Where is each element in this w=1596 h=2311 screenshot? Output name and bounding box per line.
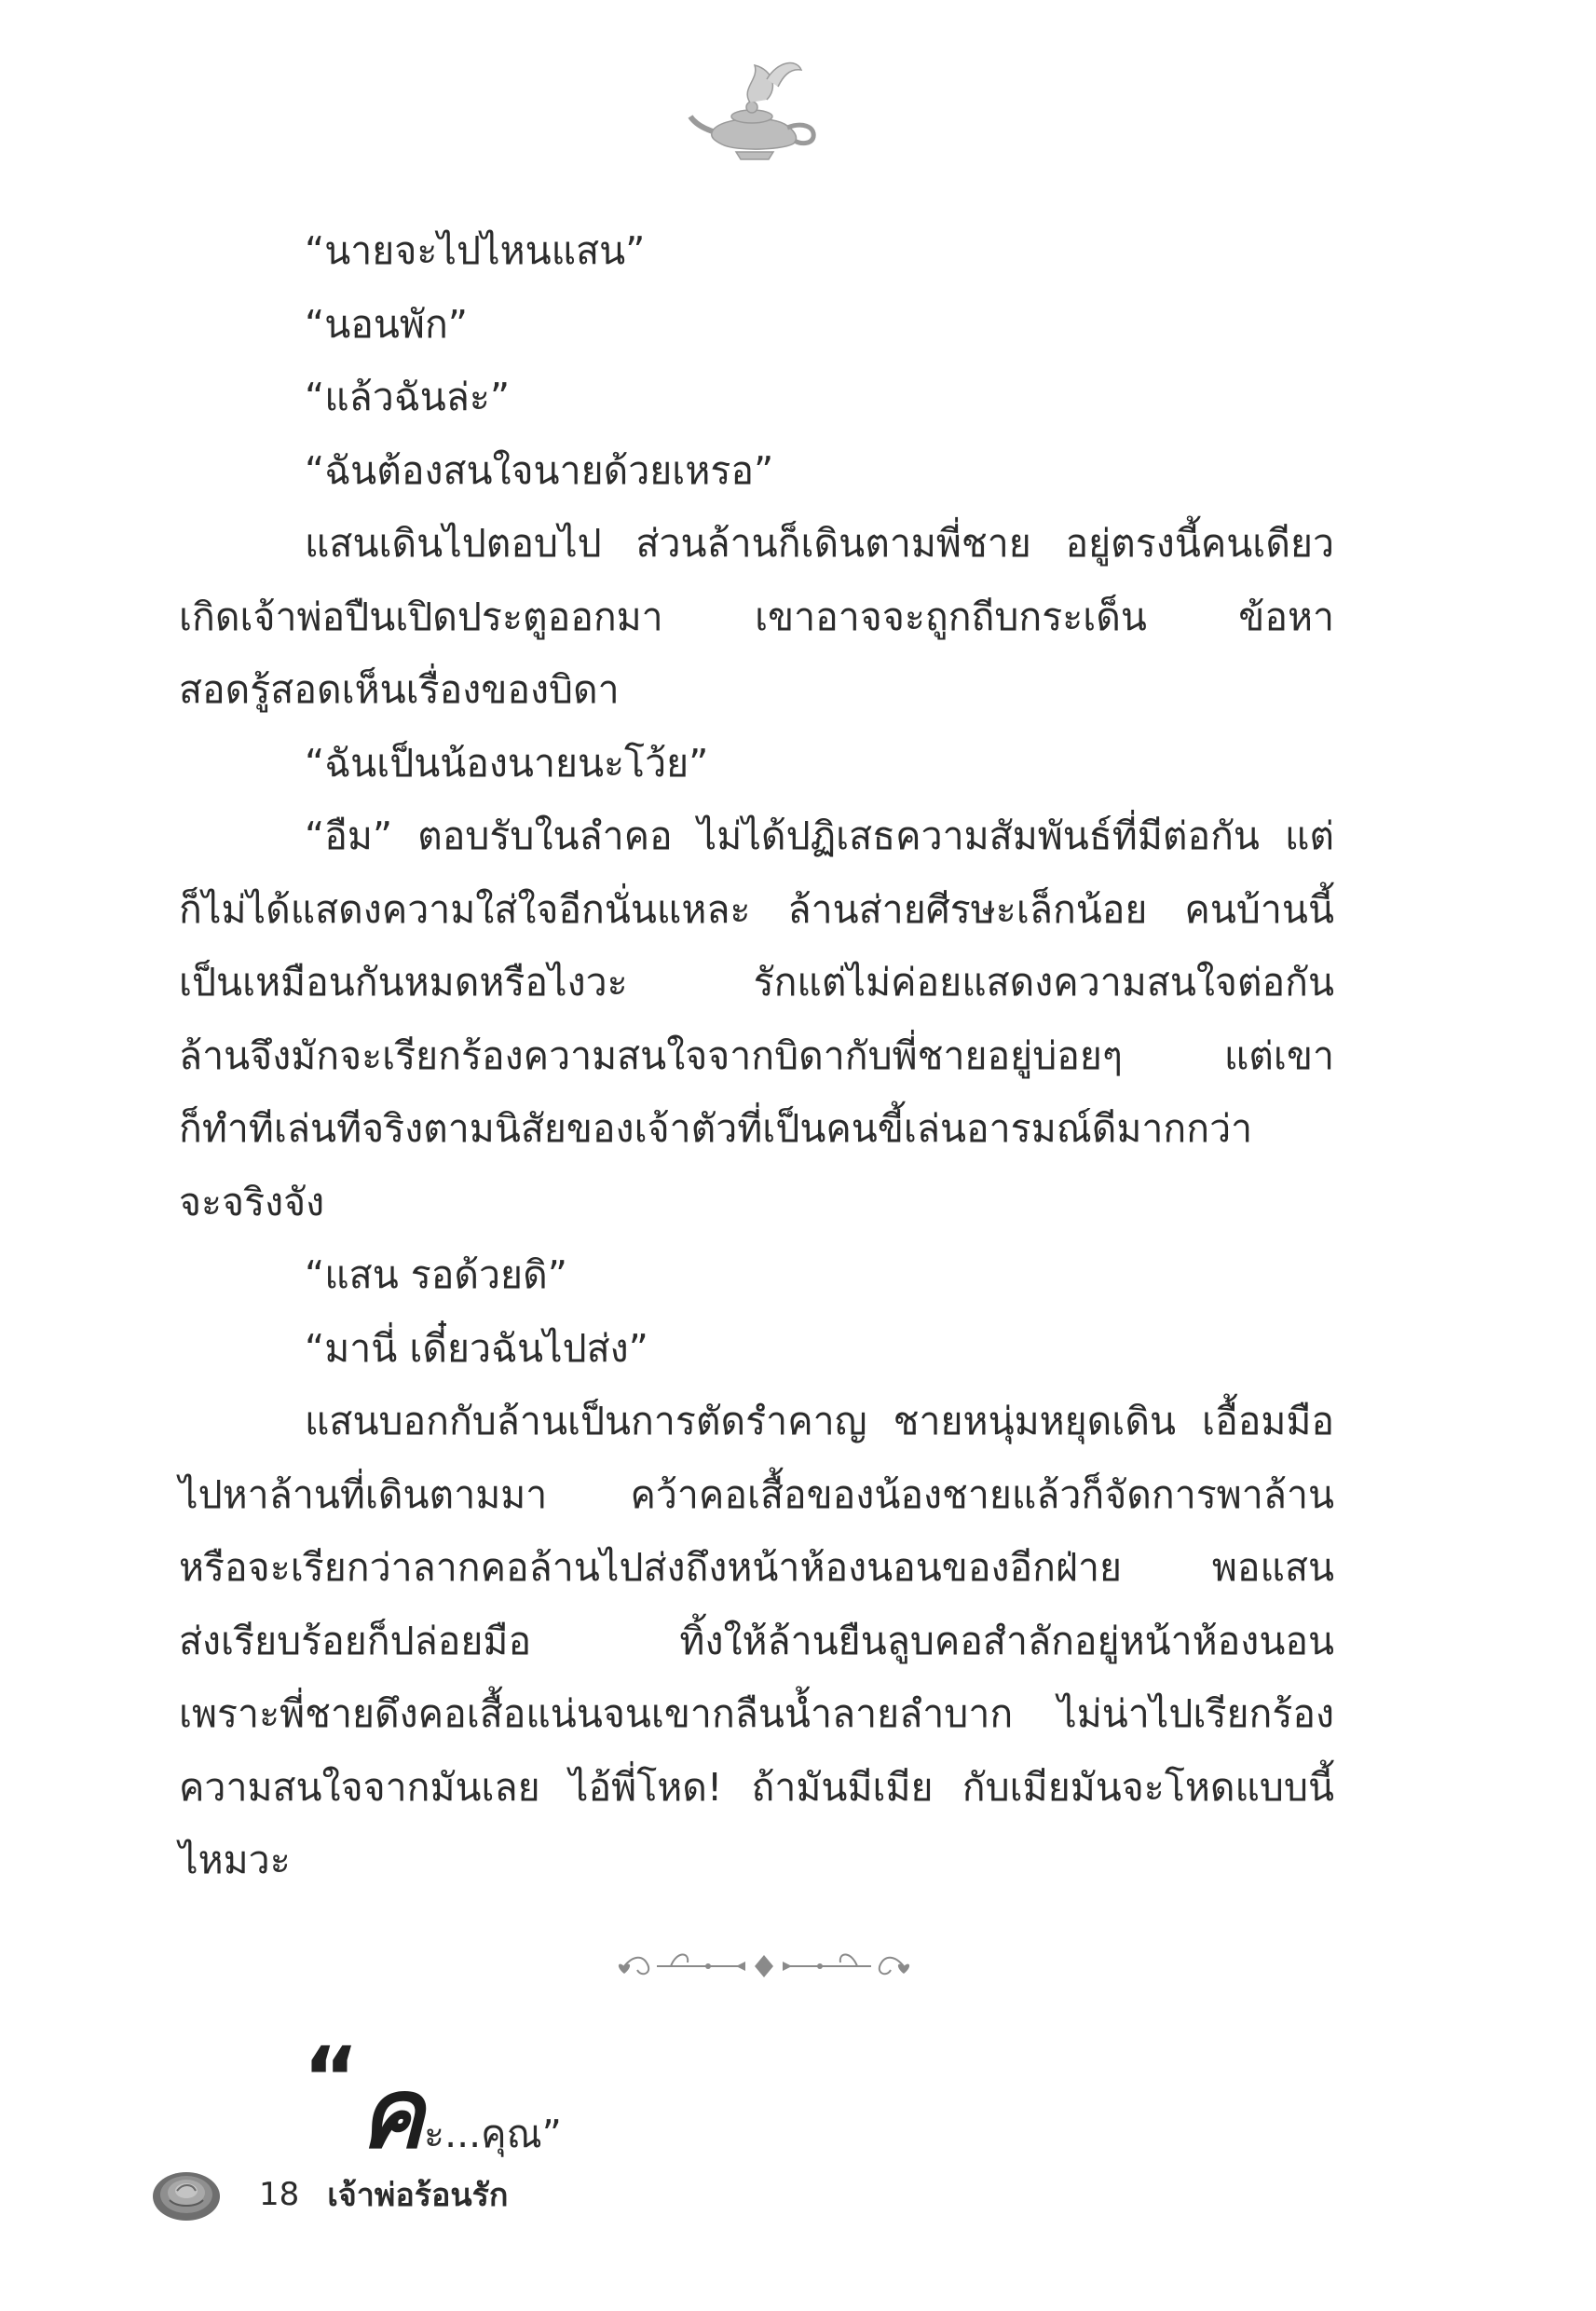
- text-line: แสนบอกกับล้านเป็นการตัดรำคาญ ชายหนุ่มหยุดเดิน เอื้อมมือ: [305, 1399, 1334, 1443]
- open-quote: “: [303, 2029, 360, 2128]
- genie-lamp-icon: [685, 51, 825, 163]
- text-line: จะจริงจัง: [179, 1179, 325, 1224]
- text-line: “ฉันเป็นน้องนายนะโว้ย”: [305, 740, 709, 786]
- text-line: สอดรู้สอดเห็นเรื่องของบิดา: [179, 667, 620, 712]
- text-line: “มานี่ เดี๋ยวฉันไปส่ง”: [305, 1325, 648, 1371]
- scene-opening-line: [303, 2029, 562, 2170]
- text-line: ไปหาล้านที่เดินตามมา คว้าคอเสื้อของน้องชายแล้วก็จัดการพาล้าน: [179, 1471, 1334, 1517]
- text-line: “อืม” ตอบรับในลำคอ ไม่ได้ปฏิเสธความสัมพันธ์ที่มีต่อกัน แต่: [305, 814, 1334, 858]
- text-line: แสนเดินไปตอบไป ส่วนล้านก็เดินตามพี่ชาย อยู่ตรงนี้คนเดียว: [305, 521, 1334, 566]
- text-line: “แสน รอด้วยดิ”: [305, 1252, 567, 1297]
- text-line: หรือจะเรียกว่าลากคอล้านไปส่งถึงหน้าห้องนอนของอีกฝ่าย พอแสน: [179, 1545, 1334, 1590]
- rose-icon: [149, 2165, 224, 2225]
- book-title: เจ้าพ่อร้อนรัก: [327, 2177, 509, 2214]
- page-footer: [149, 2162, 509, 2227]
- text-line: ก็ทำทีเล่นทีจริงตามนิสัยของเจ้าตัวที่เป็นคนขี้เล่นอารมณ์ดีมากกว่า: [179, 1106, 1253, 1151]
- text-line: เกิดเจ้าพ่อปืนเปิดประตูออกมา เขาอาจจะถูกถีบกระเด็น ข้อหา: [179, 594, 1334, 639]
- text-line: ความสนใจจากมันเลย ไอ้พี่โหด! ถ้ามันมีเมีย กับเมียมันจะโหดแบบนี้: [179, 1764, 1334, 1810]
- text-line: เพราะพี่ชายดึงคอเสื้อแน่นจนเขากลืนน้ำลายลำบาก ไม่น่าไปเรียกร้อง: [179, 1691, 1334, 1736]
- text-line: “นายจะไปไหนแสน”: [305, 228, 646, 273]
- text-line: ส่งเรียบร้อยก็ปล่อยมือ ทิ้งให้ล้านยืนลูบคอสำลักอยู่หน้าห้องนอน: [179, 1618, 1334, 1663]
- page-number: 18: [259, 2176, 300, 2213]
- text-line: ก็ไม่ได้แสดงความใส่ใจอีกนั่นแหละ ล้านส่ายศีรษะเล็กน้อย คนบ้านนี้: [179, 886, 1334, 932]
- text-line: เป็นเหมือนกันหมดหรือไงวะ รักแต่ไม่ค่อยแสดงความสนใจต่อกัน: [179, 960, 1334, 1005]
- text-line: ล้านจึงมักจะเรียกร้องความสนใจจากบิดากับพี่ชายอยู่บ่อยๆ แต่เขา: [179, 1032, 1334, 1078]
- text-line: “ฉันต้องสนใจนายด้วยเหรอ”: [305, 447, 774, 493]
- text-line: “นอนพัก”: [305, 301, 469, 347]
- drop-cap-letter: ค: [359, 2057, 425, 2170]
- text-line: “แล้วฉันล่ะ”: [305, 375, 511, 419]
- scene-divider-ornament: [615, 1938, 913, 1994]
- text-line: ไหมวะ: [179, 1838, 291, 1882]
- opening-text: ะ...คุณ”: [424, 2112, 562, 2156]
- story-body: [179, 214, 1334, 1897]
